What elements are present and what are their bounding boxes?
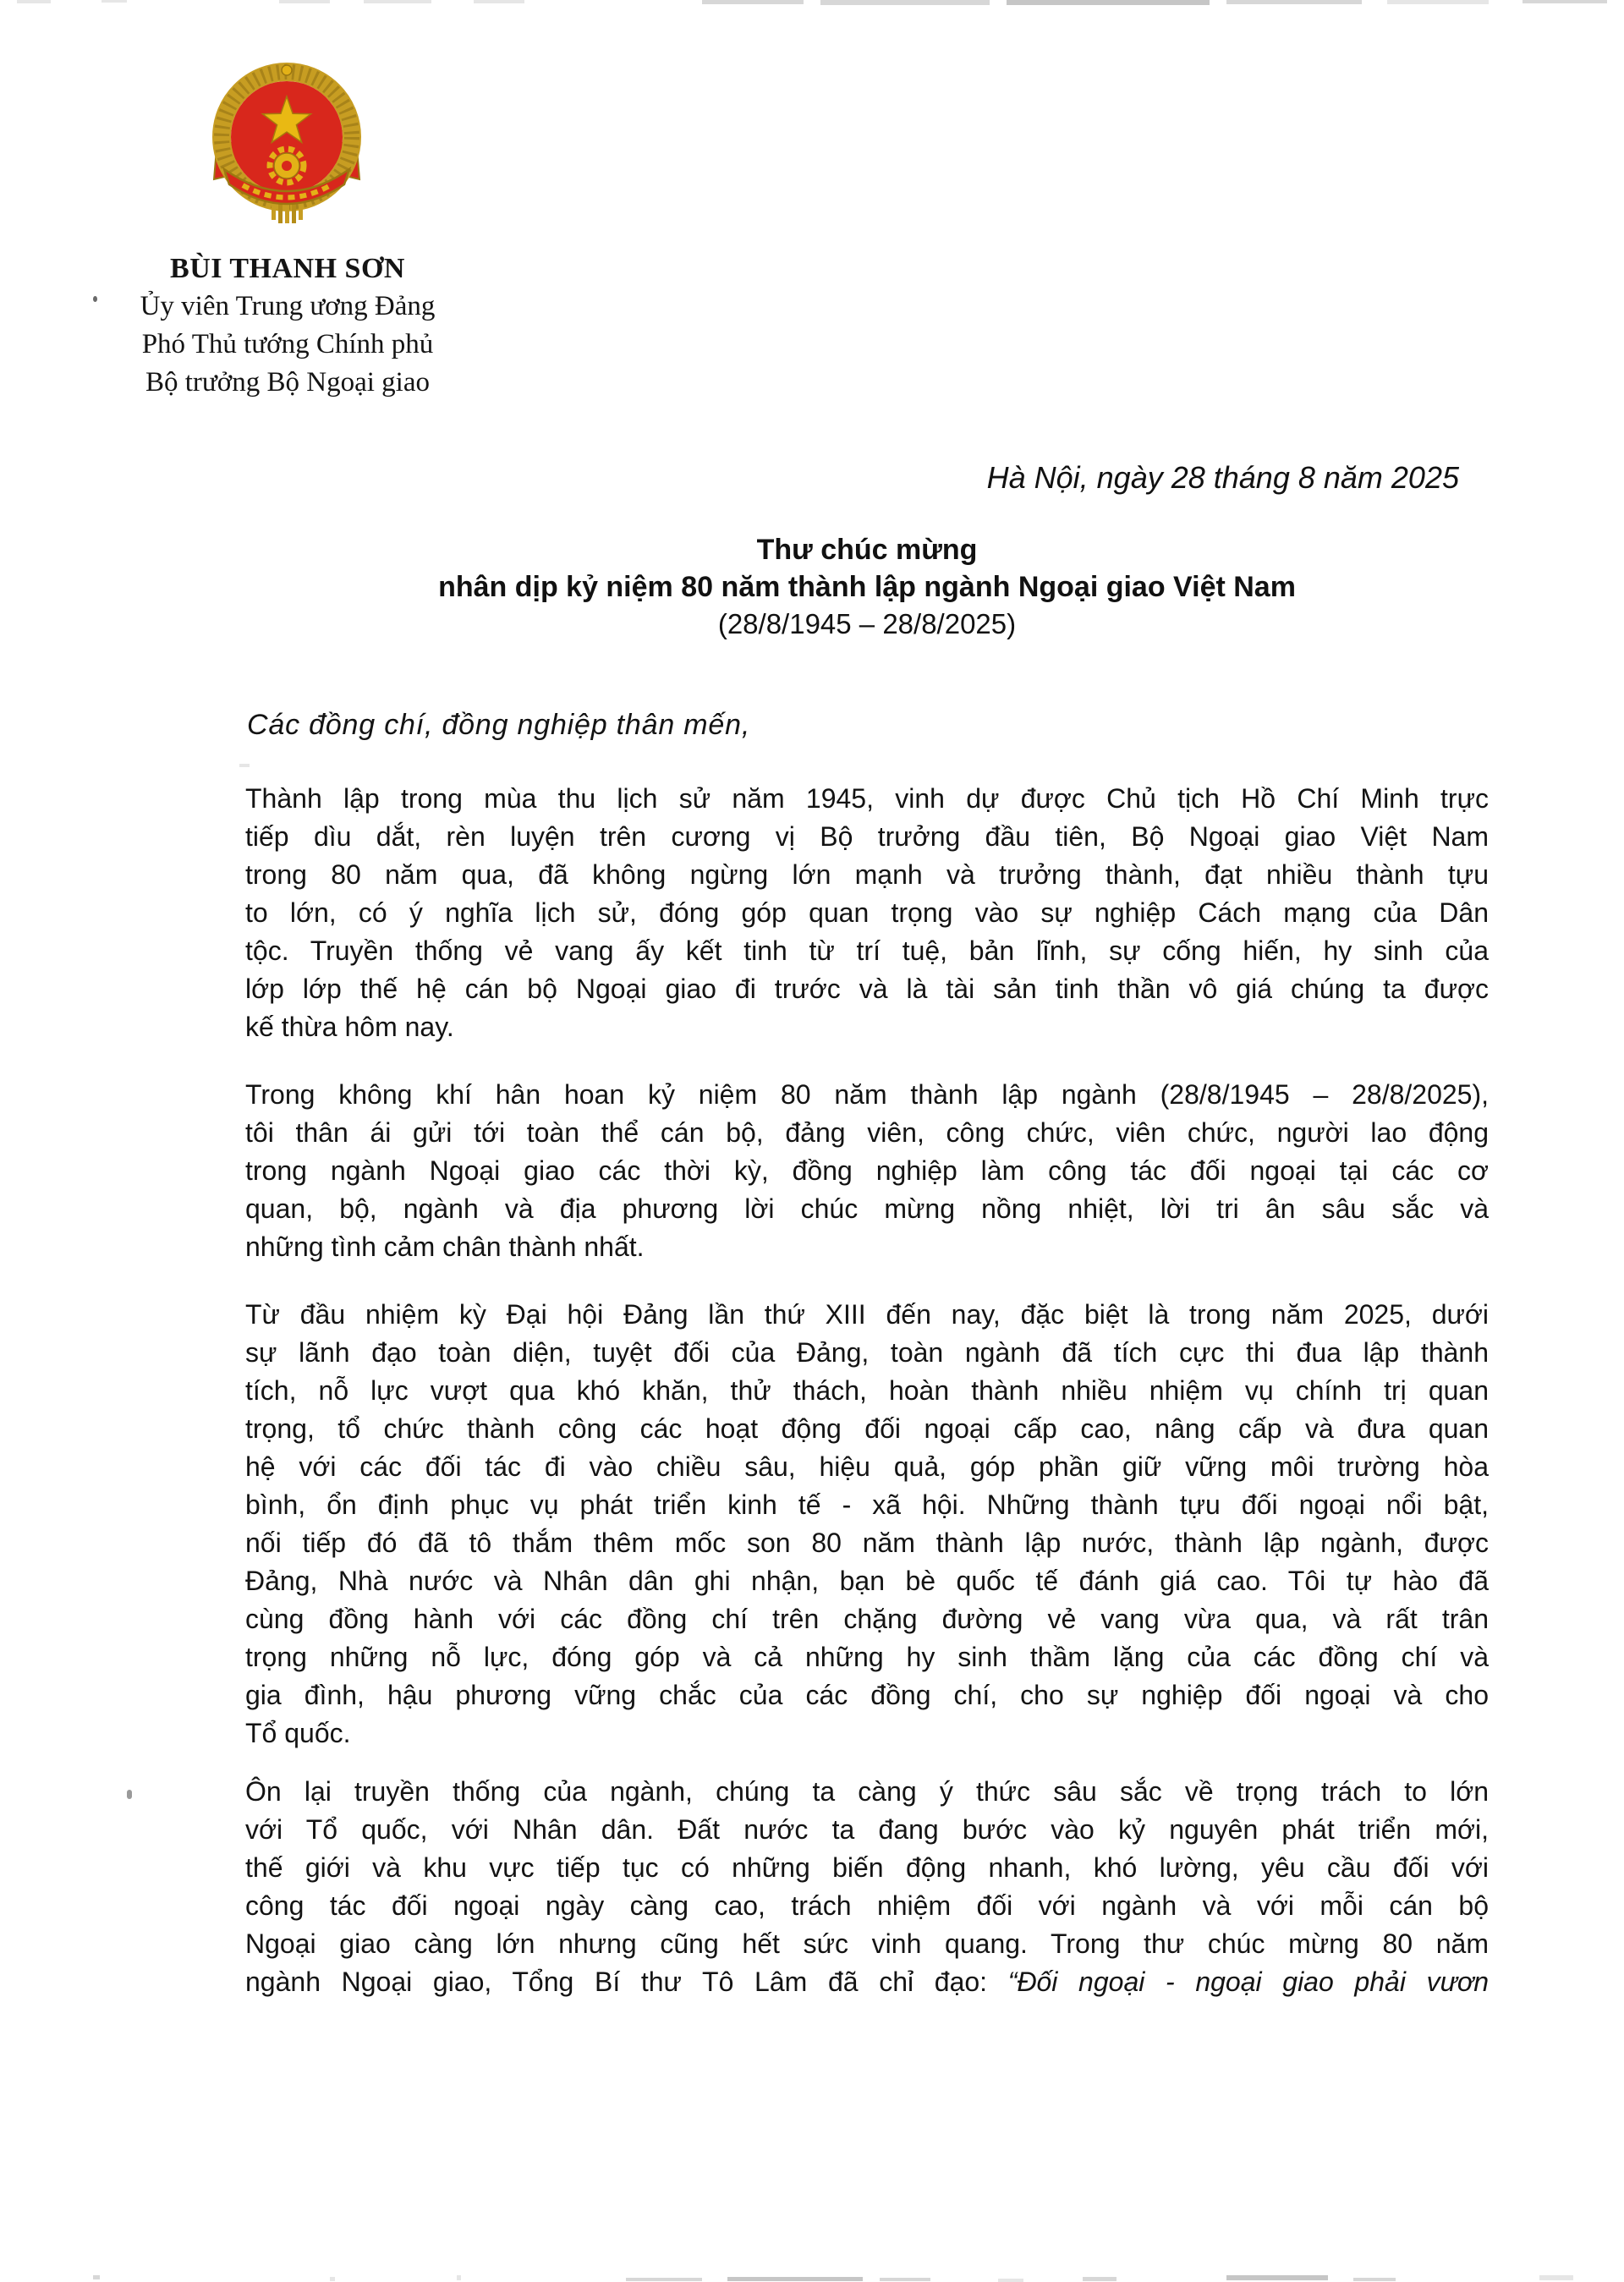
scan-artifact [279, 0, 330, 3]
scan-artifact [364, 0, 431, 3]
letter-anniversary-dates: (28/8/1945 – 28/8/2025) [717, 608, 1017, 639]
final-line-normal-text: ngành Ngoại giao, Tổng Bí thư Tô Lâm đã chỉ đạo: [245, 1967, 1008, 1997]
text-line: tộc. Truyền thống vẻ vang ấy kết tinh từ trí tuệ, bản lĩnh, sự cống hiến, hy sinh của [245, 935, 1489, 966]
vietnam-national-emblem [209, 58, 365, 227]
scan-artifact [626, 2278, 702, 2281]
scan-artifact [1539, 2275, 1573, 2280]
text-line: tiếp dìu dắt, rèn luyện trên cương vị Bộ trưởng đầu tiên, Bộ Ngoại giao Việt Nam [245, 821, 1489, 852]
text-line: Đảng, Nhà nước và Nhân dân ghi nhận, bạn bè quốc tế đánh giá cao. Tôi tự hào đã [245, 1566, 1489, 1596]
scan-artifact [1226, 0, 1362, 4]
scan-artifact [93, 2275, 100, 2279]
letter-title: Thư chúc mừng [756, 534, 978, 566]
text-line: tích, nỗ lực vượt qua khó khăn, thử thách, hoàn thành nhiều nhiệm vụ chính trị quan [245, 1375, 1489, 1406]
text-line: trọng những nỗ lực, đóng góp và cả những hy sinh thầm lặng của các đồng chí và [245, 1642, 1489, 1672]
sender-title-minister: Bộ trưởng Bộ Ngoại giao [145, 367, 430, 398]
scan-artifact [1522, 0, 1607, 3]
text-line: Ngoại giao càng lớn nhưng cũng hết sức vinh quang. Trong thư chúc mừng 80 năm [245, 1928, 1489, 1959]
scan-artifact [474, 0, 524, 3]
final-line-quoted-directive: “Đối ngoại - ngoại giao phải vươn [1007, 1967, 1490, 1997]
paragraph-4 [245, 1773, 1489, 2001]
text-line: với Tổ quốc, với Nhân dân. Đất nước ta đang bước vào kỷ nguyên phát triển mới, [245, 1814, 1489, 1845]
text-line: hệ với các đối tác đi vào chiều sâu, hiệu quả, góp phần giữ vững môi trường hòa [245, 1451, 1489, 1482]
scan-artifact [820, 0, 990, 5]
text-line: tôi thân ái gửi tới toàn thể cán bộ, đảng viên, công chức, viên chức, người lao động [245, 1117, 1489, 1148]
text-line: lớp lớp thế hệ cán bộ Ngoại giao đi trước và là tài sản tinh thần vô giá chúng ta được [245, 974, 1489, 1004]
text-line: trong 80 năm qua, đã không ngừng lớn mạnh và trưởng thành, đạt nhiều thành tựu [245, 859, 1489, 890]
text-line: trọng, tổ chức thành công các hoạt động đối ngoại cấp cao, nâng cấp và đưa quan [245, 1413, 1489, 1444]
salutation: Các đồng chí, đồng nghiệp thân mến, [247, 709, 751, 741]
scan-artifact [1387, 0, 1489, 4]
text-line: bình, ổn định phục vụ phát triển kinh tế - xã hội. Những thành tựu đối ngoại nổi bật, [245, 1489, 1489, 1520]
text-line: trong ngành Ngoại giao các thời kỳ, đồng nghiệp làm công tác đối ngoại tại các cơ [245, 1155, 1489, 1186]
emblem-top-bud [282, 65, 292, 75]
letter-title-block [245, 531, 1489, 643]
text-line: to lớn, có ý nghĩa lịch sử, đóng góp quan trọng vào sự nghiệp Cách mạng của Dân [245, 897, 1489, 928]
dateline: Hà Nội, ngày 28 tháng 8 năm 2025 [986, 460, 1459, 495]
text-line: quan, bộ, ngành và địa phương lời chúc mừng nồng nhiệt, lời tri ân sâu sắc và [245, 1193, 1489, 1224]
scan-artifact [998, 2279, 1023, 2282]
scan-artifact [1083, 2277, 1116, 2281]
sender-title-deputy-pm: Phó Thủ tướng Chính phủ [141, 329, 434, 359]
scan-artifact [1353, 2278, 1396, 2281]
scan-artifact [330, 2277, 335, 2281]
paragraph-1 [245, 780, 1489, 1046]
sender-title-party: Ủy viên Trung ương Đảng [140, 291, 436, 321]
text-line: công tác đối ngoại ngày càng cao, trách nhiệm đối với ngành và với mỗi cán bộ [245, 1890, 1489, 1921]
scan-speck [239, 764, 250, 767]
paragraph-3 [245, 1296, 1489, 1753]
scan-artifact [1007, 0, 1210, 5]
sender-name: BÙI THANH SƠN [170, 253, 405, 284]
scan-artifact [102, 0, 127, 3]
scan-artifact [17, 0, 51, 3]
text-line: thế giới và khu vực tiếp tục có những biến động nhanh, khó lường, yêu cầu đối với [245, 1852, 1489, 1883]
paragraph-4-final-line [245, 1963, 1489, 2001]
text-line: những tình cảm chân thành nhất. [245, 1232, 645, 1262]
scan-artifact [702, 0, 804, 4]
text-line: Tổ quốc. [245, 1718, 351, 1748]
emblem-cog-hole [282, 161, 292, 171]
scan-artifact [727, 2277, 863, 2281]
text-line: kế thừa hôm nay. [245, 1012, 454, 1042]
scan-speck [127, 1790, 132, 1799]
paragraph-2 [245, 1076, 1489, 1266]
scan-artifact [1226, 2275, 1328, 2280]
text-line: gia đình, hậu phương vững chắc của các đồng chí, cho sự nghiệp đối ngoại và cho [245, 1680, 1489, 1710]
paragraph-4-lines [245, 1773, 1489, 1963]
text-line: nối tiếp đó đã tô thắm thêm mốc son 80 năm thành lập nước, thành lập ngành, được [245, 1528, 1489, 1558]
scan-artifact [457, 2275, 461, 2280]
text-line: Ôn lại truyền thống của ngành, chúng ta càng ý thức sâu sắc về trọng trách to lớn [245, 1776, 1489, 1807]
text-line: Thành lập trong mùa thu lịch sử năm 1945, vinh dự được Chủ tịch Hồ Chí Minh trực [245, 783, 1489, 814]
text-line: cùng đồng hành với các đồng chí trên chặng đường vẻ vang vừa qua, và rất trân [245, 1604, 1489, 1634]
text-line: sự lãnh đạo toàn diện, tuyệt đối của Đảng, toàn ngành đã tích cực thi đua lập thành [245, 1337, 1489, 1368]
text-line: Trong không khí hân hoan kỷ niệm 80 năm thành lập ngành (28/8/1945 – 28/8/2025), [245, 1079, 1489, 1110]
text-line: Từ đầu nhiệm kỳ Đại hội Đảng lần thứ XIII đến nay, đặc biệt là trong năm 2025, dưới [245, 1299, 1489, 1330]
letter-subtitle: nhân dịp kỷ niệm 80 năm thành lập ngành Ngoại giao Việt Nam [438, 571, 1296, 603]
scan-artifact [880, 2278, 930, 2281]
sender-block [76, 250, 499, 402]
